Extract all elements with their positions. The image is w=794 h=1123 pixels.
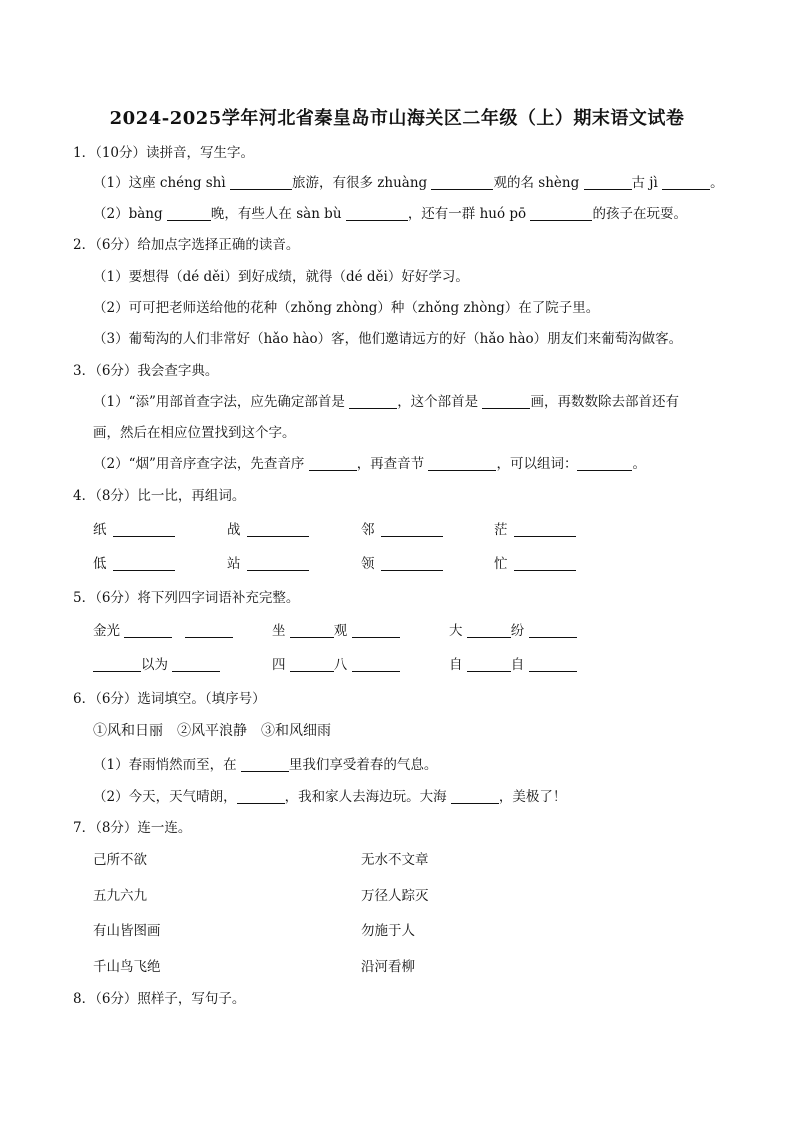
match-left-item[interactable]: 五九六九 bbox=[93, 888, 147, 904]
question-1-line-1: （1）这座 chéng shì 旅游，有很多 zhuàng 观的名 shèng 古 jì 。 bbox=[93, 175, 724, 191]
answer-blank[interactable] bbox=[237, 789, 285, 804]
answer-blank[interactable] bbox=[577, 456, 632, 471]
answer-blank[interactable] bbox=[309, 456, 357, 471]
answer-blank[interactable] bbox=[113, 556, 175, 571]
idiom-item: 坐 观 bbox=[272, 621, 400, 641]
answer-blank[interactable] bbox=[428, 456, 496, 471]
question-6-line-1: （1）春雨悄然而至，在 里我们享受着春的气息。 bbox=[93, 757, 438, 773]
answer-blank[interactable] bbox=[346, 206, 408, 221]
question-5-heading: 5．（6分）将下列四字词语补充完整。 bbox=[73, 590, 300, 606]
answer-blank[interactable] bbox=[431, 175, 493, 190]
answer-blank[interactable] bbox=[113, 522, 175, 537]
answer-blank[interactable] bbox=[230, 175, 292, 190]
question-3-line-2: （2）“烟”用音序查字法，先查音序 ，再查音节 ，可以组词： 。 bbox=[93, 456, 646, 472]
match-right-item[interactable]: 万径人踪灭 bbox=[361, 888, 429, 904]
match-left-item[interactable]: 有山皆图画 bbox=[93, 923, 161, 939]
answer-blank[interactable] bbox=[352, 657, 400, 672]
answer-blank[interactable] bbox=[584, 175, 632, 190]
answer-blank[interactable] bbox=[451, 789, 499, 804]
answer-blank[interactable] bbox=[172, 657, 220, 672]
question-4-heading: 4．（8分）比一比，再组词。 bbox=[73, 488, 246, 504]
question-1-heading: 1．（10分）读拼音，写生字。 bbox=[73, 145, 255, 161]
match-right-item[interactable]: 沿河看柳 bbox=[361, 959, 415, 975]
question-6-heading: 6．（6分）选词填空。（填序号） bbox=[73, 691, 266, 707]
question-3-line-1: （1）“添”用部首查字法，应先确定部首是 ，这个部首是 画，再数数除去部首还有 bbox=[93, 394, 679, 410]
compare-item: 领 bbox=[361, 554, 443, 574]
answer-blank[interactable] bbox=[185, 623, 233, 638]
match-left-item[interactable]: 千山鸟飞绝 bbox=[93, 959, 161, 975]
answer-blank[interactable] bbox=[290, 657, 334, 672]
answer-blank[interactable] bbox=[124, 623, 172, 638]
match-left-item[interactable]: 己所不欲 bbox=[93, 852, 147, 868]
answer-blank[interactable] bbox=[247, 522, 309, 537]
answer-blank[interactable] bbox=[467, 657, 511, 672]
answer-blank[interactable] bbox=[530, 206, 592, 221]
idiom-item: 金光 bbox=[93, 621, 233, 641]
answer-blank[interactable] bbox=[529, 657, 577, 672]
idiom-item: 自 自 bbox=[449, 655, 577, 675]
question-1-line-2: （2）bàng 晚，有些人在 sàn bù ，还有一群 huó pō 的孩子在玩耍。 bbox=[93, 206, 687, 222]
question-7-heading: 7．（8分）连一连。 bbox=[73, 820, 192, 836]
idiom-item: 以为 bbox=[93, 655, 220, 675]
compare-item: 战 bbox=[227, 520, 309, 540]
answer-blank[interactable] bbox=[482, 394, 530, 409]
answer-blank[interactable] bbox=[290, 623, 334, 638]
answer-blank[interactable] bbox=[467, 623, 511, 638]
question-2-line-1: （1）要想得（dé děi）到好成绩，就得（dé děi）好好学习。 bbox=[93, 269, 469, 285]
answer-blank[interactable] bbox=[381, 556, 443, 571]
compare-item: 忙 bbox=[494, 554, 576, 574]
answer-blank[interactable] bbox=[352, 623, 400, 638]
compare-item: 纸 bbox=[93, 520, 175, 540]
question-2-heading: 2．（6分）给加点字选择正确的读音。 bbox=[73, 237, 300, 253]
compare-item: 茫 bbox=[494, 520, 576, 540]
question-2-line-3: （3）葡萄沟的人们非常好（hǎo hào）客，他们邀请远方的好（hǎo hào）朋友们来葡萄沟做客。 bbox=[93, 331, 683, 347]
match-right-item[interactable]: 无水不文章 bbox=[361, 852, 429, 868]
question-8-heading: 8．（6分）照样子，写句子。 bbox=[73, 991, 246, 1007]
answer-blank[interactable] bbox=[349, 394, 397, 409]
answer-blank[interactable] bbox=[514, 522, 576, 537]
match-right-item[interactable]: 勿施于人 bbox=[361, 923, 415, 939]
page-title: 2024-2025学年河北省秦皇岛市山海关区二年级（上）期末语文试卷 bbox=[109, 108, 685, 129]
compare-item: 低 bbox=[93, 554, 175, 574]
compare-item: 邻 bbox=[361, 520, 443, 540]
answer-blank[interactable] bbox=[381, 522, 443, 537]
answer-blank[interactable] bbox=[167, 206, 211, 221]
answer-blank[interactable] bbox=[662, 175, 710, 190]
compare-item: 站 bbox=[227, 554, 309, 574]
word-options: ①风和日丽 ②风平浪静 ③和风细雨 bbox=[93, 723, 331, 739]
question-3-line-1-continued: 画，然后在相应位置找到这个字。 bbox=[93, 425, 296, 441]
question-2-line-2: （2）可可把老师送给他的花种（zhǒng zhòng）种（zhǒng zhòng）在了院子里。 bbox=[93, 300, 600, 316]
answer-blank[interactable] bbox=[247, 556, 309, 571]
idiom-item: 大 纷 bbox=[449, 621, 577, 641]
answer-blank[interactable] bbox=[514, 556, 576, 571]
answer-blank[interactable] bbox=[93, 657, 141, 672]
answer-blank[interactable] bbox=[241, 757, 289, 772]
answer-blank[interactable] bbox=[529, 623, 577, 638]
question-3-heading: 3．（6分）我会查字典。 bbox=[73, 363, 219, 379]
idiom-item: 四 八 bbox=[272, 655, 400, 675]
question-6-line-2: （2）今天，天气晴朗， ，我和家人去海边玩。大海 ，美极了！ bbox=[93, 789, 567, 805]
